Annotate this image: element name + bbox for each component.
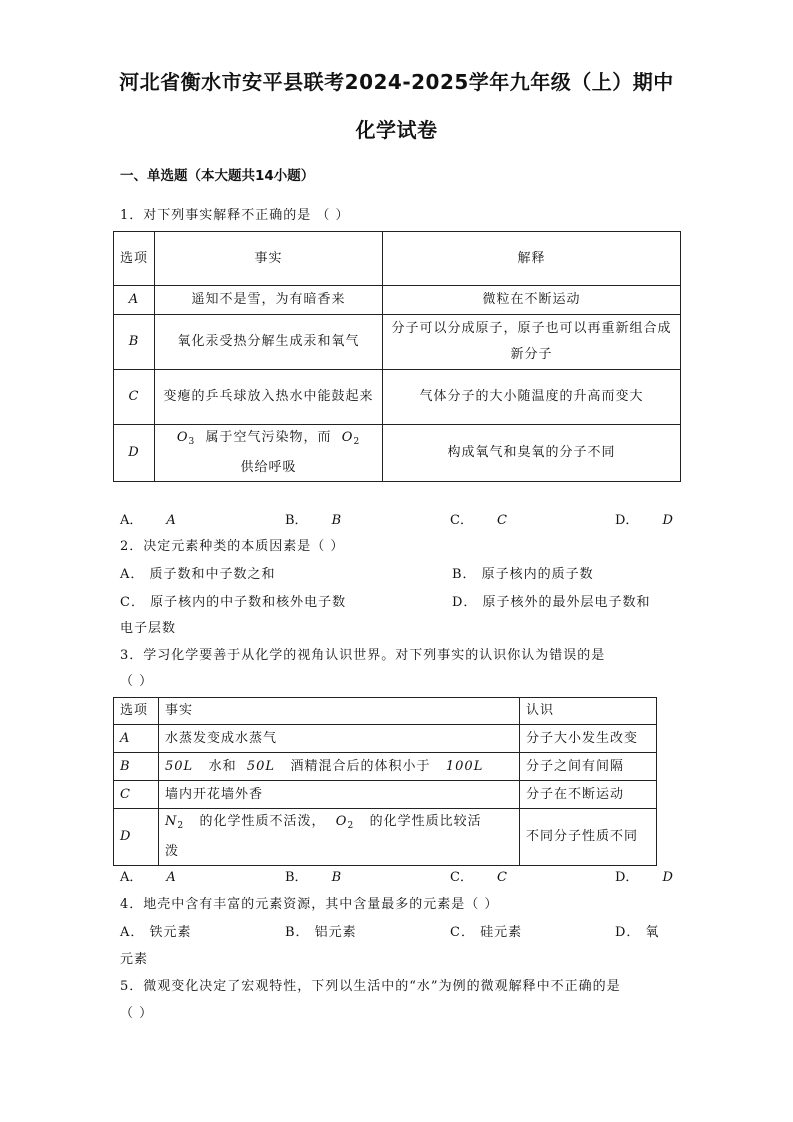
table-header-row <box>114 232 681 286</box>
quantity: 100L <box>445 758 484 774</box>
q3-option-b[interactable] <box>285 866 341 885</box>
row-key: A <box>114 286 155 315</box>
formula: O <box>341 430 354 445</box>
option-label: A． <box>120 870 143 885</box>
option-value: B <box>331 870 342 885</box>
row-view: 分子之间有间隔 <box>520 753 657 781</box>
q4-option-b[interactable]: B． 铝元素 <box>285 925 357 940</box>
page-title: 河北省衡水市安平县联考2024-2025学年九年级（上）期中 <box>119 70 674 94</box>
table-header-cell: 选项 <box>114 232 155 286</box>
fact-text: 水和 <box>208 758 237 774</box>
q3-table <box>113 697 657 866</box>
option-label: B． <box>285 870 308 885</box>
row-fact <box>155 425 383 482</box>
row-fact: 变瘪的乒乓球放入热水中能鼓起来 <box>155 370 383 425</box>
q4-option-d[interactable]: D． 氧 <box>615 925 660 940</box>
q1-option-a[interactable] <box>120 509 176 528</box>
table-row <box>114 286 681 315</box>
q4-option-c[interactable]: C． 硅元素 <box>450 925 523 940</box>
option-value: D <box>662 870 673 885</box>
row-fact <box>159 753 520 781</box>
row-explain: 构成氧气和臭氧的分子不同 <box>383 425 681 482</box>
option-value: B <box>331 513 342 528</box>
q3-option-d[interactable] <box>615 866 673 885</box>
formula-subscript: 2 <box>353 437 361 447</box>
q4-option-d-cont: 元素 <box>120 952 149 967</box>
q4-option-a[interactable]: A． 铁元素 <box>120 925 192 940</box>
fact-text: 供给呼吸 <box>240 460 297 475</box>
fact-text: 属于空气污染物，而 <box>205 430 332 445</box>
row-key: D <box>114 425 155 482</box>
q1-table <box>113 231 681 482</box>
row-fact: 遥知不是雪，为有暗香来 <box>155 286 383 315</box>
row-fact <box>159 809 520 866</box>
row-key: D <box>114 809 159 866</box>
formula-subscript: 2 <box>177 821 185 831</box>
fact-text: 的化学性质不活泼， <box>199 814 326 829</box>
formula: O <box>335 814 348 829</box>
fact-text: 的化学性质比较活 <box>369 814 482 829</box>
formula-subscript: 2 <box>347 821 355 831</box>
row-key: A <box>114 725 159 753</box>
formula-subscript: 3 <box>188 437 196 447</box>
page-subtitle: 化学试卷 <box>355 118 438 142</box>
option-label: A． <box>120 513 143 528</box>
q3-stem-cont: （ ） <box>120 674 154 689</box>
table-header-cell: 选项 <box>114 698 159 725</box>
fact-text: 泼 <box>165 844 180 859</box>
table-header-row <box>114 698 657 725</box>
q2-option-c[interactable]: C． 原子核内的中子数和核外电子数 <box>120 595 347 610</box>
q1-option-d[interactable] <box>615 509 673 528</box>
row-key: C <box>114 781 159 809</box>
row-view: 分子在不断运动 <box>520 781 657 809</box>
q2-option-a[interactable]: A． 质子数和中子数之和 <box>120 567 276 582</box>
q4-stem: 4．地壳中含有丰富的元素资源，其中含量最多的元素是（ ） <box>120 897 499 912</box>
option-label: B． <box>285 513 308 528</box>
q5-stem-cont: （ ） <box>120 1006 154 1021</box>
option-value: D <box>662 513 673 528</box>
option-value: A <box>166 870 176 885</box>
q3-option-a[interactable] <box>120 866 176 885</box>
section-heading: 一、单选题（本大题共14小题） <box>120 168 315 184</box>
row-fact: 墙内开花墙外香 <box>159 781 520 809</box>
row-explain: 气体分子的大小随温度的升高而变大 <box>383 370 681 425</box>
q2-option-d[interactable]: D． 原子核外的最外层电子数和 <box>452 595 651 610</box>
q5-stem: 5．微观变化决定了宏观特性，下列以生活中的“水”为例的微观解释中不正确的是 <box>120 979 621 994</box>
option-label: D． <box>615 870 639 885</box>
row-view: 不同分子性质不同 <box>520 809 657 866</box>
quantity: 50L <box>165 758 194 774</box>
table-row <box>114 315 681 370</box>
table-row <box>114 781 657 809</box>
table-header-cell: 认识 <box>520 698 657 725</box>
table-header-cell: 事实 <box>155 232 383 286</box>
row-explain: 分子可以分成原子，原子也可以再重新组合成新分子 <box>383 315 681 370</box>
formula: O <box>176 430 189 445</box>
table-row <box>114 725 657 753</box>
row-explain: 微粒在不断运动 <box>383 286 681 315</box>
quantity: 50L <box>246 758 276 774</box>
fact-text: 酒精混合后的体积小于 <box>290 758 431 774</box>
q2-stem: 2．决定元素种类的本质因素是（ ） <box>120 539 345 554</box>
row-fact: 水蒸发变成水蒸气 <box>159 725 520 753</box>
q1-option-c[interactable] <box>450 509 507 528</box>
option-label: C． <box>450 870 473 885</box>
table-header-cell: 事实 <box>159 698 520 725</box>
table-row <box>114 809 657 866</box>
row-view: 分子大小发生改变 <box>520 725 657 753</box>
row-key: B <box>114 753 159 781</box>
option-value: A <box>166 513 176 528</box>
row-key: B <box>114 315 155 370</box>
table-row <box>114 753 657 781</box>
q2-option-d-cont: 电子层数 <box>120 621 177 636</box>
formula: N <box>165 814 178 829</box>
option-value: C <box>496 870 507 885</box>
q3-stem: 3．学习化学要善于从化学的视角认识世界。对下列事实的认识你认为错误的是 <box>120 648 606 663</box>
row-fact: 氧化汞受热分解生成汞和氧气 <box>155 315 383 370</box>
table-row <box>114 370 681 425</box>
option-label: D． <box>615 513 639 528</box>
q1-stem: 1．对下列事实解释不正确的是 （ ） <box>120 208 350 223</box>
q3-option-c[interactable] <box>450 866 507 885</box>
option-label: C． <box>450 513 473 528</box>
q2-option-b[interactable]: B． 原子核内的质子数 <box>452 567 594 582</box>
option-value: C <box>496 513 507 528</box>
q1-option-b[interactable] <box>285 509 341 528</box>
table-header-cell: 解释 <box>383 232 681 286</box>
table-row <box>114 425 681 482</box>
row-key: C <box>114 370 155 425</box>
